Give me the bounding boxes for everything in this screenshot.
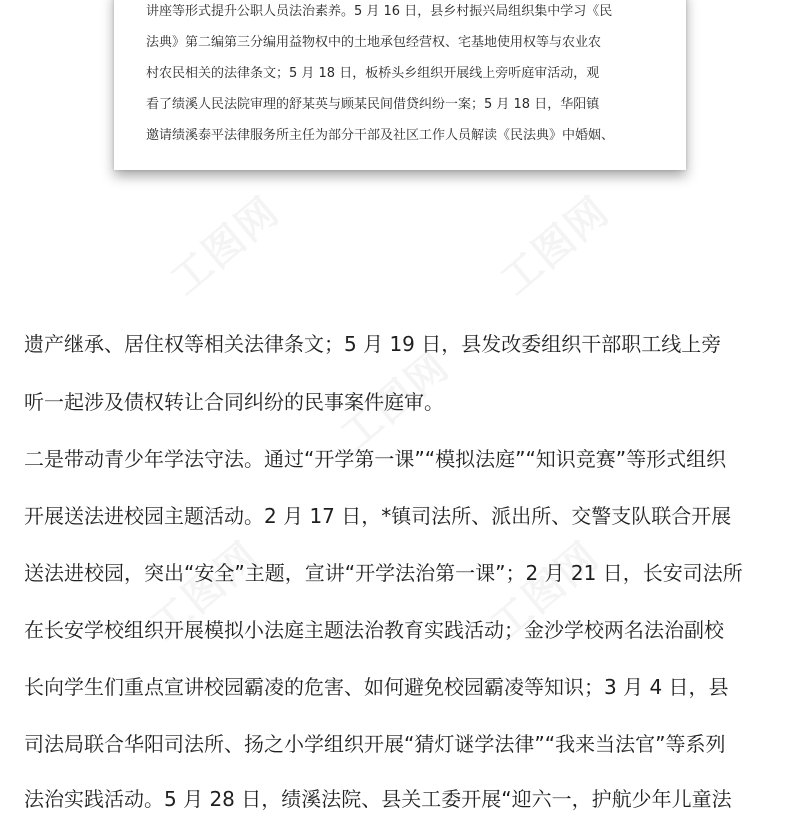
watermark: 工图网 (492, 188, 619, 305)
card-text-line: 邀请绩溪泰平法律服务所主任为部分干部及社区工作人员解读《民法典》中婚姻、 (146, 128, 615, 143)
watermark: 工图网 (482, 533, 609, 650)
body-text-line: 法治实践活动。5 月 28 日，绩溪法院、县关工委开展“迎六一，护航少年儿童法 (24, 787, 732, 811)
card-text-line: 讲座等形式提升公职人员法治素养。5 月 16 日，县乡村振兴局组织集中学习《民 (146, 4, 613, 19)
body-text-line: 开展送法进校园主题活动。2 月 17 日，*镇司法所、派出所、交警支队联合开展 (24, 504, 732, 528)
card-text-line: 看了绩溪人民法院审理的舒某英与顾某民间借贷纠纷一案；5 月 18 日，华阳镇 (146, 97, 600, 112)
document-card (114, 0, 686, 170)
watermark: 工图网 (162, 188, 289, 305)
body-text-line: 二是带动青少年学法守法。通过“开学第一课”“模拟法庭”“知识竞赛”等形式组织 (24, 447, 727, 471)
card-text-line: 村农民相关的法律条文；5 月 18 日，板桥头乡组织开展线上旁听庭审活动，观 (146, 66, 600, 81)
body-text-line: 送法进校园，突出“安全”主题，宣讲“开学法治第一课”；2 月 21 日，长安司法所 (24, 561, 743, 585)
watermark: 工图网 (332, 343, 459, 460)
body-text-line: 长向学生们重点宣讲校园霸凌的危害、如何避免校园霸凌等知识；3 月 4 日，县 (24, 675, 729, 699)
body-text-line: 司法局联合华阳司法所、扬之小学组织开展“猜灯谜学法律”“我来当法官”等系列 (24, 732, 726, 756)
card-text-line: 法典》第二编第三分编用益物权中的土地承包经营权、宅基地使用权等与农业农 (146, 35, 602, 50)
body-text-line: 听一起涉及债权转让合同纠纷的民事案件庭审。 (24, 390, 444, 414)
body-text-line: 遗产继承、居住权等相关法律条文；5 月 19 日，县发改委组织干部职工线上旁 (24, 332, 722, 356)
watermark: 工图网 (142, 533, 269, 650)
body-text-line: 在长安学校组织开展模拟小法庭主题法治教育实践活动；金沙学校两名法治副校 (24, 618, 724, 642)
